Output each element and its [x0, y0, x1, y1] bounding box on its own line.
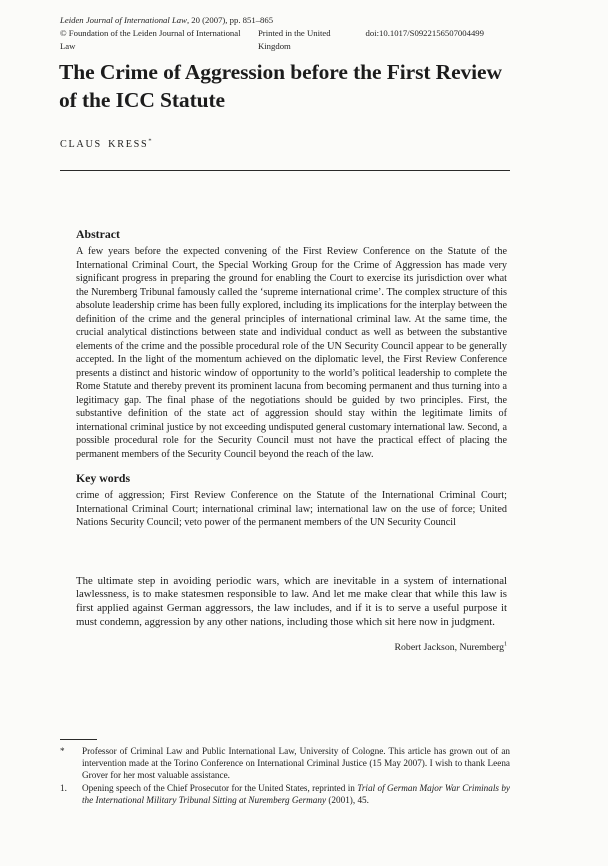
- title-divider-rule: [60, 170, 510, 171]
- journal-imprint-line: [60, 27, 484, 53]
- attribution-text: Robert Jackson, Nuremberg: [394, 641, 504, 653]
- footnotes-section: [60, 739, 510, 807]
- article-title: The Crime of Aggression before the First Review of the ICC Statute: [59, 60, 502, 112]
- footnote-marker: 1.: [60, 782, 67, 793]
- abstract-body: A few years before the expected convening of the First Review Conference on the Statute of the International Criminal Court, the Special Working Group for the Crime of Aggression has made very significant progress in preparing the ground for enabling the Court to exercise its jurisdiction over what the Nuremberg Tribunal famously called the ‘supreme international crime’. The complex structure of this absolute leadership crime has been fully explored, including its implications for the interplay between the definition of the crime and the general principles of international criminal law. At the same time, the crucial analytical distinctions between state and individual conduct as well as between the substantive elements of the crime and the possible procedural role of the UN Security Council appear to be generally accepted. In the light of the momentum achieved on the diplomatic level, the First Review Conference presents a distinct and historic window of opportunity to the world’s political leadership to complete the Rome Statute and thereby prevent its prominent lacuna from becoming permanent and thus turning into a legitimacy gap. The final phase of the negotiations should be guided by two principles. First, the substantive definition of the state act of aggression should stay within the legitimate limits of international criminal justice by not exceeding undisputed general customary international law. Second, a possible procedural role for the Security Council must not have the practical effect of placing the permanent members of the Security Council beyond the reach of the law.: [76, 246, 507, 460]
- footnote-book-title: Trial of German Major War Criminals by the International Military Tribunal Sitting at Nuremberg Germany: [82, 782, 511, 805]
- keywords-section: [76, 471, 507, 530]
- epigraph-quote: The ultimate step in avoiding periodic wars, which are inevitable in a system of international lawlessness, is to make statesmen responsible to law. And let me make clear that while this law is first applied against German aggressors, the law includes, and if it is to serve a useful purpose it must condemn, aggression by any other nations, including those which sit here now in judgment.: [76, 574, 507, 628]
- main-column: [76, 227, 507, 653]
- journal-issue-info: , 20 (2007), pp. 851–865: [186, 15, 274, 25]
- footnote-text-after: (2001), 45.: [326, 794, 369, 805]
- footnote-text-before: Opening speech of the Chief Prosecutor for the United States, reprinted in: [82, 782, 358, 793]
- footnote-text: Professor of Criminal Law and Public International Law, University of Cologne. This article has grown out of an intervention made at the Torino Conference on International Criminal Justice (15 May 2007). I wish to thank Leena Grover for her most valuable assistance.: [82, 746, 510, 780]
- keywords-body: crime of aggression; First Review Conference on the Statute of the International Criminal Court; International Criminal Court; international criminal law; international law on the use of force; United Nations Security Council; veto power of the permanent members of the UN Security Council: [76, 490, 507, 528]
- footnote-marker: *: [60, 746, 65, 756]
- journal-header: [60, 14, 510, 53]
- keywords-heading: Key words: [76, 471, 131, 485]
- doi-text: doi:10.1017/S0922156507004499: [365, 28, 484, 38]
- journal-name: Leiden Journal of International Law: [60, 15, 187, 25]
- abstract-heading: Abstract: [76, 227, 120, 241]
- epigraph-section: [76, 575, 507, 653]
- printed-in-notice: Printed in the United Kingdom: [257, 28, 331, 51]
- author-footnote-mark: *: [148, 137, 154, 145]
- footnote-author: [60, 746, 510, 782]
- footnote-divider-rule: [60, 739, 97, 740]
- author-text: CLAUS KRESS: [60, 139, 149, 150]
- copyright-notice: © Foundation of the Leiden Journal of International Law: [60, 28, 241, 51]
- epigraph-attribution: [76, 642, 507, 653]
- abstract-section: [76, 227, 507, 461]
- author-name: [60, 139, 153, 150]
- footnote-text: [82, 783, 510, 807]
- journal-citation-line: [60, 14, 510, 27]
- attribution-footnote-mark: 1: [503, 641, 507, 648]
- footnote-1: [60, 783, 510, 807]
